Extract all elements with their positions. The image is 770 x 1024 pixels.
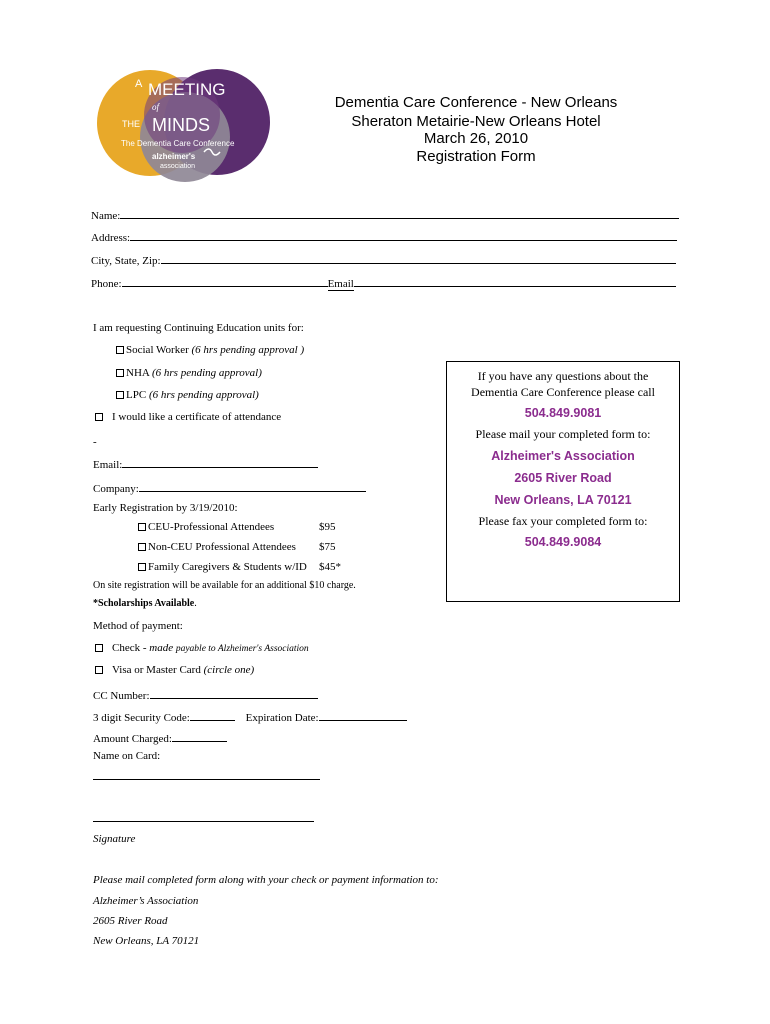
logo-text-meeting: MEETING (148, 80, 226, 99)
check-option[interactable] (95, 642, 309, 654)
address-label: Address: (91, 232, 131, 244)
address-line[interactable] (130, 229, 677, 241)
scholarships-note (93, 598, 197, 609)
signature-label: Signature (93, 833, 136, 845)
info-box (446, 361, 680, 602)
lpc-label: LPC (126, 389, 147, 401)
info-mail-label: Please mail your completed form to: (475, 427, 651, 441)
option-ceu-price: $95 (319, 521, 336, 533)
city-state-zip-label: City, State, Zip: (91, 255, 161, 267)
info-question-1: If you have any questions about the (477, 369, 649, 383)
checkbox-icon[interactable] (95, 413, 103, 421)
visa-option[interactable] (95, 664, 254, 676)
scholarships-period: . (194, 598, 197, 609)
info-org: Alzheimer's Association (491, 449, 635, 463)
certificate-label: I would like a certificate of attendance (112, 411, 282, 423)
info-phone: 504.849.9081 (524, 406, 602, 420)
visa-label: Visa or Master Card (112, 664, 201, 676)
visa-note: (circle one) (203, 664, 255, 676)
check-label: Check - (112, 642, 147, 654)
logo-text-org1: alzheimer's (152, 152, 196, 161)
venue-title: Sheraton Metairie-New Orleans Hotel (351, 113, 601, 130)
mail-instructions: Please mail completed form along with your check or payment information to: (93, 874, 439, 886)
event-date: March 26, 2010 (423, 130, 529, 147)
cc-number-line[interactable] (150, 687, 318, 699)
dash-mark: - (93, 436, 97, 448)
payment-method-label: Method of payment: (93, 620, 183, 632)
cc-number-label: CC Number: (93, 690, 150, 702)
option-family-price: $45* (319, 561, 341, 573)
info-question-2: Dementia Care Conference please call (471, 385, 655, 399)
phone-field[interactable] (91, 275, 676, 290)
certificate-option[interactable] (95, 411, 281, 423)
city-state-zip-field[interactable] (91, 252, 676, 267)
checkbox-icon[interactable] (116, 346, 124, 354)
logo-text-of: of (152, 102, 160, 112)
company-label: Company: (93, 483, 139, 495)
checkbox-icon[interactable] (95, 666, 103, 674)
onsite-note: On site registration will be available for an additional $10 charge. (93, 580, 356, 591)
checkbox-icon[interactable] (116, 391, 124, 399)
checkbox-icon[interactable] (138, 523, 146, 531)
company-line[interactable] (139, 480, 366, 492)
email-line-2[interactable] (122, 456, 318, 468)
phone-label: Phone: (91, 278, 122, 290)
cc-number-field[interactable] (93, 687, 318, 702)
mail-city: New Orleans, LA 70121 (93, 935, 200, 947)
checkbox-icon[interactable] (138, 543, 146, 551)
info-fax: 504.849.9084 (524, 535, 602, 549)
security-code-field[interactable] (93, 709, 407, 724)
ceu-intro: I am requesting Continuing Education units for: (93, 322, 304, 334)
address-field[interactable] (91, 229, 677, 244)
check-note-made: made (149, 642, 174, 654)
logo-text-the: THE (122, 119, 140, 129)
email-label: Email (327, 278, 354, 290)
option-family[interactable] (138, 561, 368, 573)
option-non-ceu-label: Non-CEU Professional Attendees (148, 541, 296, 553)
nha-note: (6 hrs pending approval) (151, 367, 262, 379)
name-on-card-line[interactable] (93, 779, 320, 780)
option-non-ceu[interactable] (138, 541, 348, 553)
name-field[interactable] (91, 207, 679, 222)
phone-line[interactable] (122, 275, 328, 287)
email-label-2: Email: (93, 459, 123, 471)
lpc-note: (6 hrs pending approval) (148, 389, 259, 401)
logo-text-org2: association (160, 163, 196, 170)
signature-line[interactable] (93, 821, 314, 822)
email-field-2[interactable] (93, 456, 318, 471)
city-state-zip-line[interactable] (161, 252, 676, 264)
nha-label: NHA (126, 367, 150, 379)
social-worker-label: Social Worker (126, 344, 189, 356)
mail-street: 2605 River Road (93, 915, 168, 927)
amount-charged-label: Amount Charged: (93, 733, 172, 745)
amount-charged-line[interactable] (172, 730, 227, 742)
name-line[interactable] (120, 207, 679, 219)
info-city: New Orleans, LA 70121 (494, 493, 632, 507)
logo-text-minds: MINDS (152, 115, 210, 135)
lpc-option[interactable] (116, 389, 259, 401)
logo-text-a: A (135, 78, 143, 90)
early-registration-label: Early Registration by 3/19/2010: (93, 502, 238, 514)
nha-option[interactable] (116, 367, 262, 379)
checkbox-icon[interactable] (138, 563, 146, 571)
mail-org: Alzheimer’s Association (93, 895, 199, 907)
company-field[interactable] (93, 480, 366, 495)
option-non-ceu-price: $75 (319, 541, 336, 553)
form-title: Registration Form (416, 148, 536, 165)
option-ceu-label: CEU-Professional Attendees (148, 521, 275, 533)
expiration-label: Expiration Date: (245, 712, 319, 724)
scholarships-bold: *Scholarships Available (93, 598, 195, 609)
name-on-card-label: Name on Card: (93, 750, 161, 762)
info-fax-label: Please fax your completed form to: (478, 514, 648, 528)
checkbox-icon[interactable] (116, 369, 124, 377)
amount-charged-field[interactable] (93, 730, 227, 745)
info-street: 2605 River Road (514, 471, 612, 485)
name-label: Name: (91, 210, 121, 222)
security-code-line[interactable] (190, 709, 235, 721)
social-worker-option[interactable] (116, 344, 304, 356)
social-worker-note: (6 hrs pending approval ) (191, 344, 305, 356)
check-note-payable: payable to Alzheimer's Association (175, 644, 309, 654)
checkbox-icon[interactable] (95, 644, 103, 652)
page-title: Dementia Care Conference - New Orleans (334, 94, 618, 111)
option-ceu[interactable] (138, 521, 348, 533)
option-family-label: Family Caregivers & Students w/ID (148, 561, 307, 573)
email-line[interactable] (354, 275, 676, 287)
expiration-line[interactable] (319, 709, 407, 721)
security-code-label: 3 digit Security Code: (93, 712, 190, 724)
logo-text-sub: The Dementia Care Conference (121, 139, 235, 148)
conference-logo (92, 60, 272, 185)
